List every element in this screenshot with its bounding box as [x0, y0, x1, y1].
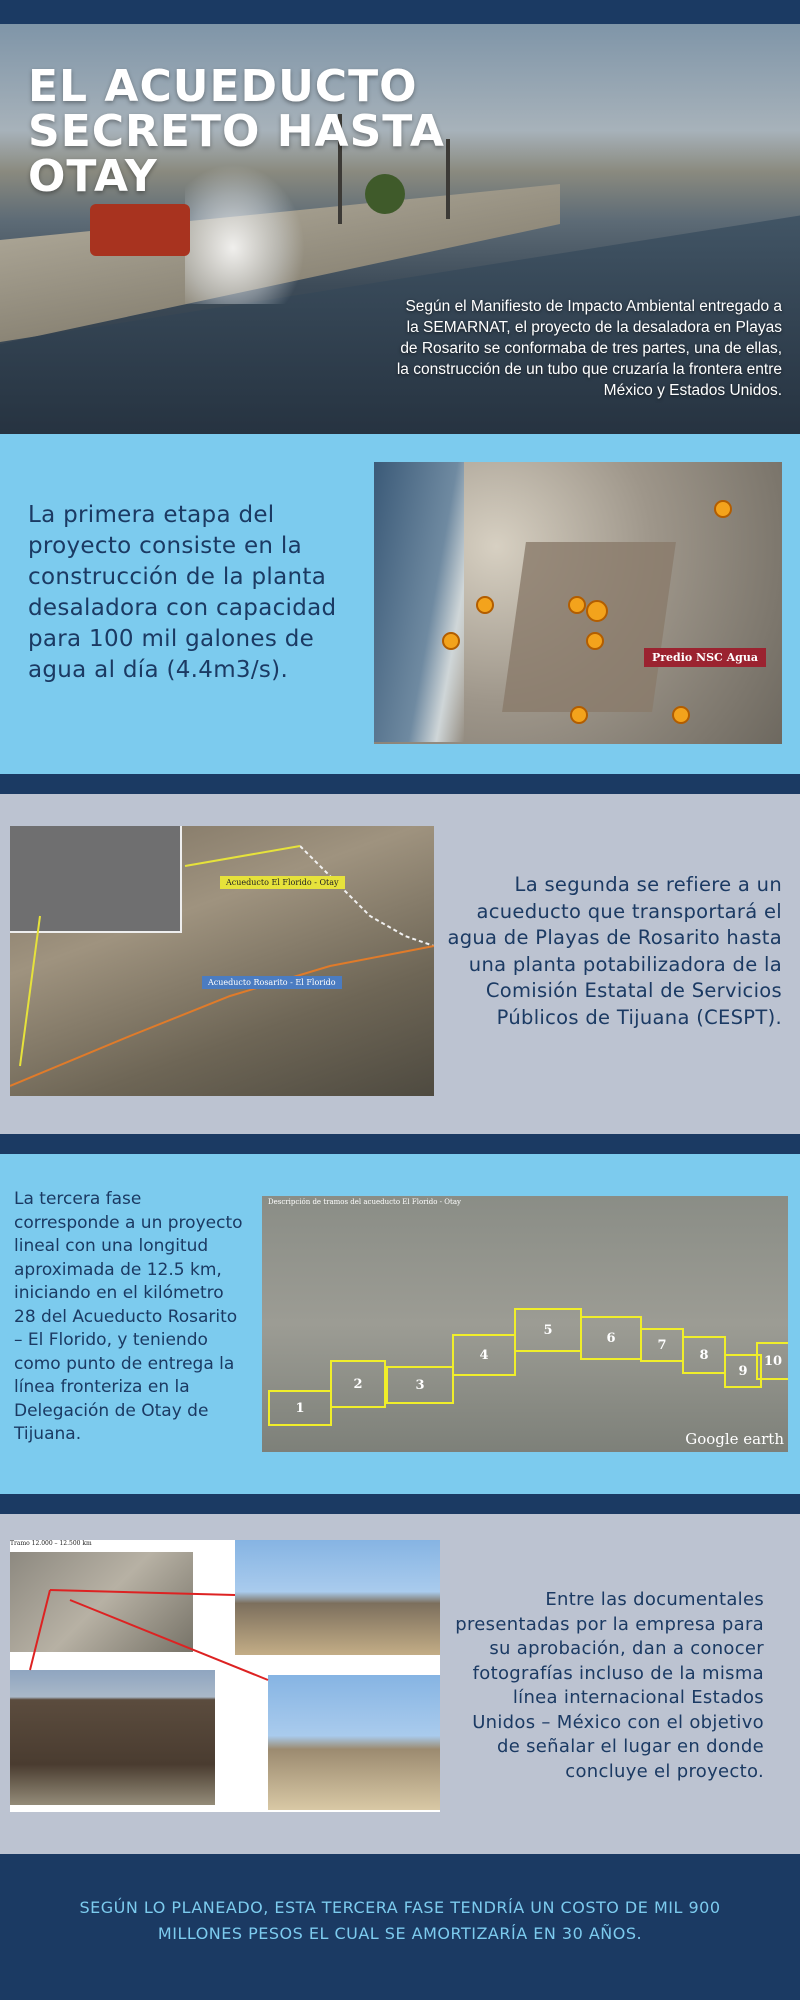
segment-box: 8: [682, 1336, 726, 1374]
hero-intro-text: Según el Manifiesto de Impacto Ambiental entregado a la SEMARNAT, el proyecto de la desaladora en Playas de Rosarito se conformaba de tres partes, una de ellas, la construcción de un tubo que cruzaría la frontera entre México y Estados Unidos.: [396, 298, 782, 399]
second-stage-text: La segunda se refiere a un acueducto que transportará el agua de Playas de Rosarito hasta una planta potabilizadora de la Comisión Estatal de Servicios Públicos de Tijuana (CESPT).: [447, 873, 782, 1029]
segments-map-title: Descripción de tramos del acueducto El Florido - Otay: [268, 1198, 461, 1206]
site-marker: [586, 600, 608, 622]
aqueduct-route-map: [10, 826, 434, 1096]
site-marker: [714, 500, 732, 518]
first-stage-text: La primera etapa del proyecto consiste en la construcción de la planta desaladora con capacidad para 100 mil galones de agua al día (4.4m3/s).: [28, 502, 337, 683]
top-strip: [0, 0, 800, 24]
segment-box: 9: [724, 1354, 762, 1388]
site-marker: [672, 706, 690, 724]
photo-pointer-arrows: [10, 1540, 440, 1812]
segment-box: 3: [386, 1366, 454, 1404]
rosarito-florido-label: Acueducto Rosarito - El Florido: [202, 976, 342, 989]
section-third-stage: [0, 1154, 800, 1494]
border-photos-text: Entre las documentales presentadas por la empresa para su aprobación, dan a conocer fotografías incluso de la misma línea internacional Estados Unidos – México con el objetivo de señalar el lugar en donde concluye el proyecto.: [455, 1589, 764, 1782]
segment-box: 6: [580, 1316, 642, 1360]
section-border-photos: [0, 1514, 800, 1854]
site-marker: [476, 596, 494, 614]
segment-box: 10: [756, 1342, 788, 1380]
segment-box: 4: [452, 1334, 516, 1376]
section-second-stage: [0, 794, 800, 1134]
divider: [0, 1134, 800, 1154]
section-first-stage: [0, 434, 800, 774]
hero-section: [0, 24, 800, 434]
site-marker: [586, 632, 604, 650]
site-marker: [570, 706, 588, 724]
page-title: EL ACUEDUCTO SECRETO HASTA OTAY: [28, 61, 445, 202]
route-lines: [10, 826, 434, 1096]
site-marker: [568, 596, 586, 614]
photo-collage-label: Tramo 12.000 – 12.500 km: [10, 1540, 92, 1547]
aqueduct-segments-map: [262, 1196, 788, 1452]
divider: [0, 774, 800, 794]
third-stage-text: La tercera fase corresponde a un proyecto lineal con una longitud aproximada de 12.5 km, iniciando en el kilómetro 28 del Acueducto Rosarito – El Florido, y teniendo como punto de entrega la línea fronteriza en la Delegación de Otay de Tijuana.: [14, 1189, 243, 1444]
segment-box: 2: [330, 1360, 386, 1408]
plant-site-satellite-image: [374, 462, 782, 744]
segment-box: 7: [640, 1328, 684, 1362]
segment-box: 5: [514, 1308, 582, 1352]
border-photos-collage: [10, 1540, 440, 1812]
ocean-area: [374, 462, 464, 742]
water-pump: [90, 204, 190, 256]
florido-otay-label: Acueducto El Florido - Otay: [220, 876, 345, 889]
footer-cost-text: SEGÚN LO PLANEADO, ESTA TERCERA FASE TENDRÍA UN COSTO DE MIL 900 MILLONES PESOS EL CUAL SE AMORTIZARÍA EN 30 AÑOS.: [79, 1898, 721, 1943]
plant-lot: [502, 542, 676, 712]
segment-box: 1: [268, 1390, 332, 1426]
site-marker: [442, 632, 460, 650]
google-earth-watermark: Google earth: [685, 1430, 784, 1448]
divider: [0, 1494, 800, 1514]
predio-label: Predio NSC Agua: [644, 648, 766, 667]
